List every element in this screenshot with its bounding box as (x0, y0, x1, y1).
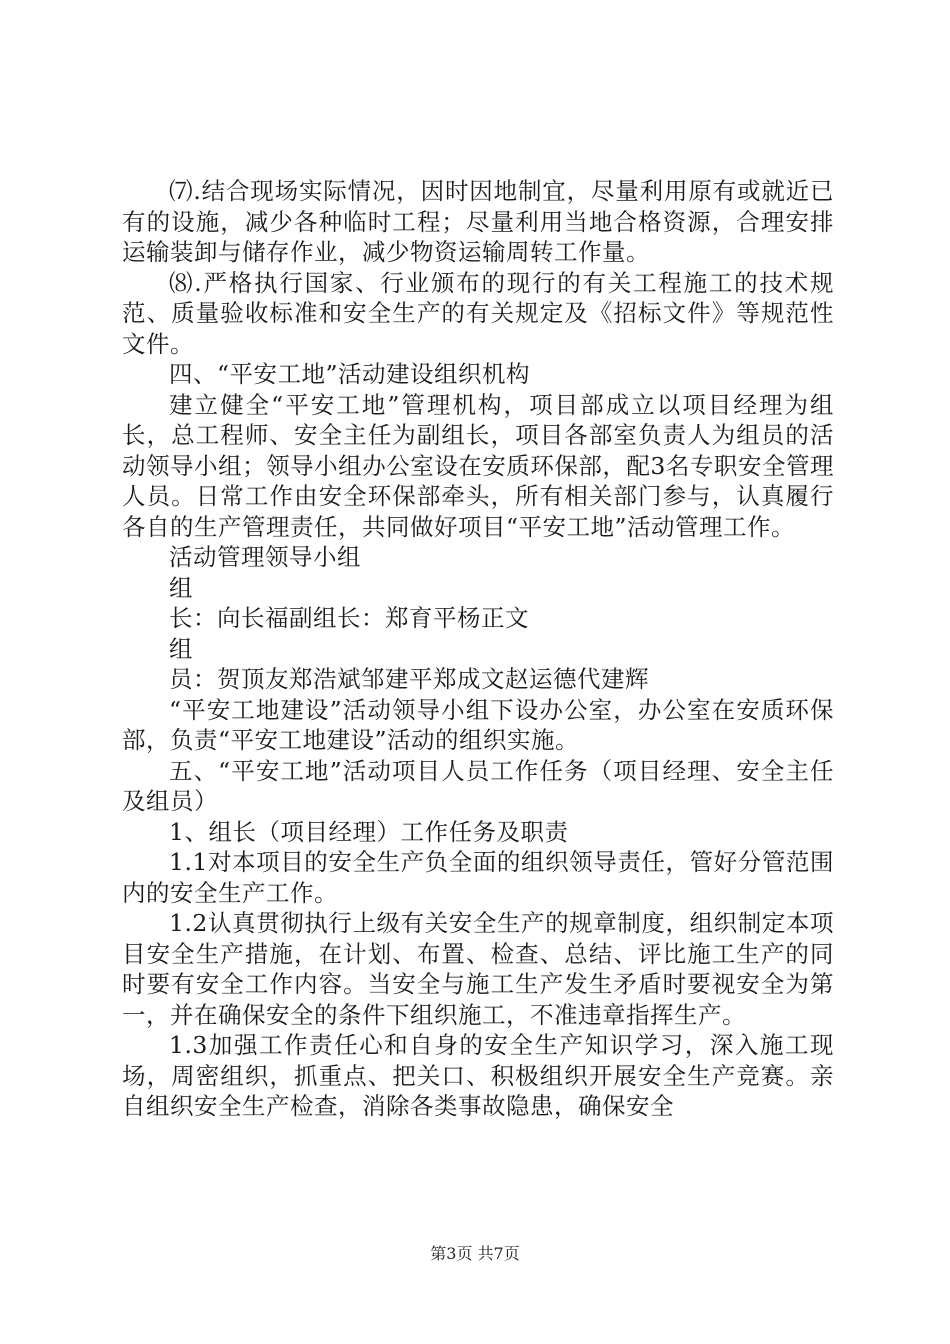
leader-names: 长：向长福副组长：郑育平杨正文 (169, 604, 529, 632)
paragraph-item-8: ⑻.严格执行国家、行业颁布的现行的有关工程施工的技术规范、质量验收标准和安全生产的有关规定及《招标文件》等规范性文件。 (122, 268, 834, 358)
section-heading-5: 五、“平安工地”活动项目人员工作任务（项目经理、安全主任及组员） (122, 756, 834, 815)
paragraph-1-2: 1.2认真贯彻执行上级有关安全生产的规章制度，组织制定本项目安全生产措施，在计划、布置、检查、总结、评比施工生产的同时要有安全工作内容。当安全与施工生产发生矛盾时要视安全为第一，并在确保安全的条件下组织施工，不准违章指挥生产。 (122, 909, 834, 1029)
leader-label-part: 组 (169, 573, 193, 602)
paragraph-organization: 建立健全“平安工地”管理机构，项目部成立以项目经理为组长，总工程师、安全主任为副组长，项目各部室负责人为组员的活动领导小组；领导小组办公室设在安质环保部，配3名专职安全管理人员。日常工作由安全环保部牵头，所有相关部门参与，认真履行各自的生产管理责任，共同做好项目“平安工地”活动管理工作。 (122, 390, 834, 541)
paragraph-1-3: 1.3加强工作责任心和自身的安全生产知识学习，深入施工现场，周密组织，抓重点、把关口、积极组织开展安全生产竞赛。亲自组织安全生产检查，消除各类事故隐患，确保安全 (122, 1031, 834, 1120)
paragraph-1-1: 1.1对本项目的安全生产负全面的组织领导责任，管好分管范围内的安全生产工作。 (122, 848, 834, 907)
member-names: 员：贺顶友郑浩斌邹建平郑成文赵运德代建辉 (169, 665, 649, 693)
subsection-heading-1: 1、组长（项目经理）工作任务及职责 (169, 817, 569, 846)
leadership-group-title: 活动管理领导小组 (169, 543, 361, 571)
paragraph-item-7: ⑺.结合现场实际情况，因时因地制宜，尽量利用原有或就近已有的设施，减少各种临时工程；尽量利用当地合格资源，合理安排运输装卸与储存作业，减少物资运输周转工作量。 (122, 177, 834, 266)
section-heading-4: 四、“平安工地”活动建设组织机构 (169, 360, 531, 388)
paragraph-office: “平安工地建设”活动领导小组下设办公室，办公室在安质环保部，负责“平安工地建设”活动的组织实施。 (122, 695, 834, 754)
page-footer: 第3页 共7页 (430, 1244, 520, 1263)
document-body (122, 176, 834, 1122)
member-label-part: 组 (169, 634, 193, 663)
